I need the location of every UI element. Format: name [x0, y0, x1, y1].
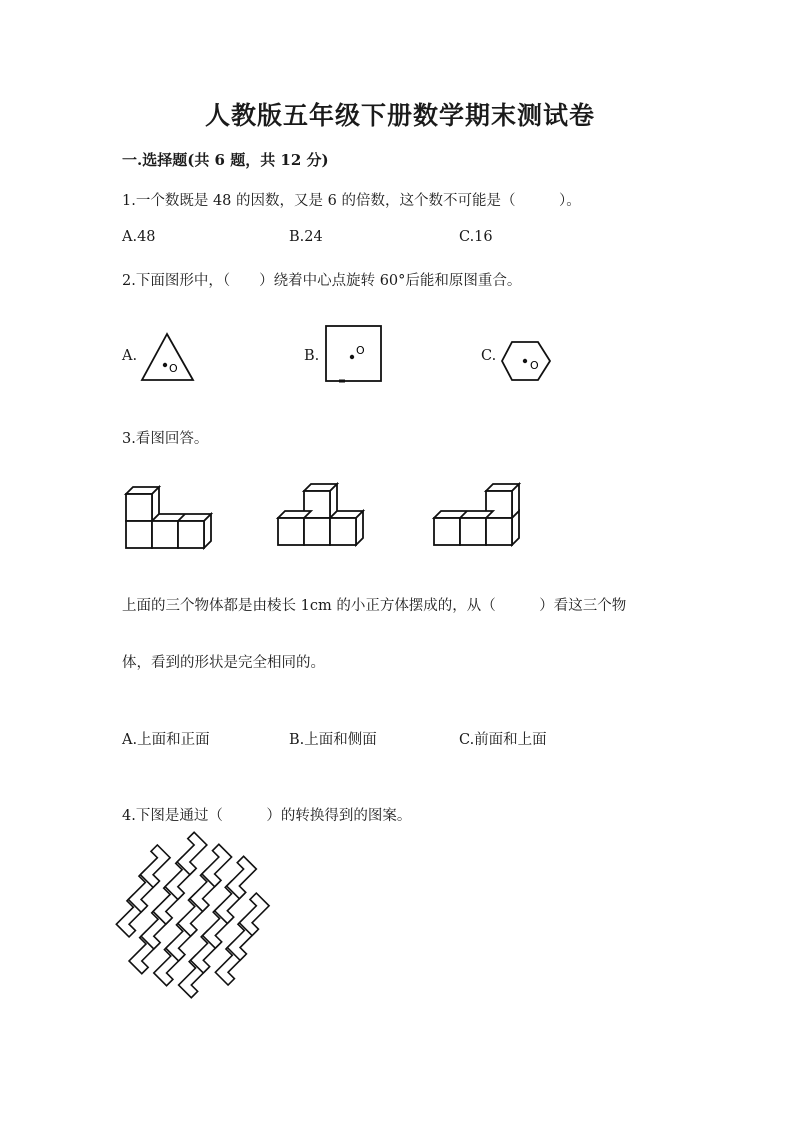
tessellation-pattern	[120, 855, 270, 980]
triangle-center-label: O	[169, 362, 178, 375]
q1-option-a[interactable]: A.48	[122, 229, 156, 245]
square-center-label: O	[356, 344, 365, 357]
q1-option-b[interactable]: B.24	[289, 229, 323, 245]
q2-option-c[interactable]: C.	[481, 348, 497, 364]
question-4-stem: 4.下图是通过（ ）的转换得到的图案。	[122, 808, 412, 824]
q2-option-b[interactable]: B.	[304, 348, 320, 364]
question-3-stem: 3.看图回答。	[122, 431, 209, 447]
q3-option-b[interactable]: B.上面和侧面	[289, 732, 377, 748]
question-2-stem: 2.下面图形中，（ ）绕着中心点旋转 60°后能和原图重合。	[122, 273, 522, 289]
cube-figure-1	[120, 484, 220, 554]
question-3-text-line-1: 上面的三个物体都是由棱长 1cm 的小正方体摆成的，从（ ）看这三个物	[122, 598, 627, 614]
q1-option-c[interactable]: C.16	[459, 229, 493, 245]
square-icon	[325, 325, 385, 385]
q3-option-a[interactable]: A.上面和正面	[122, 732, 210, 748]
cube-figure-3	[428, 481, 528, 553]
triangle-icon	[140, 332, 220, 388]
q3-option-c[interactable]: C.前面和上面	[459, 732, 547, 748]
hexagon-center-label: O	[530, 359, 539, 372]
cube-figure-2	[272, 481, 372, 553]
section-heading: 一.选择题(共 6 题，共 12 分)	[122, 151, 329, 169]
page-title: 人教版五年级下册数学期末测试卷	[204, 101, 595, 130]
hexagon-icon	[500, 339, 560, 385]
q2-option-a[interactable]: A.	[122, 348, 138, 364]
question-1-stem: 1.一个数既是 48 的因数，又是 6 的倍数，这个数不可能是（ ）。	[122, 193, 581, 209]
question-3-text-line-2: 体，看到的形状是完全相同的。	[122, 655, 325, 671]
